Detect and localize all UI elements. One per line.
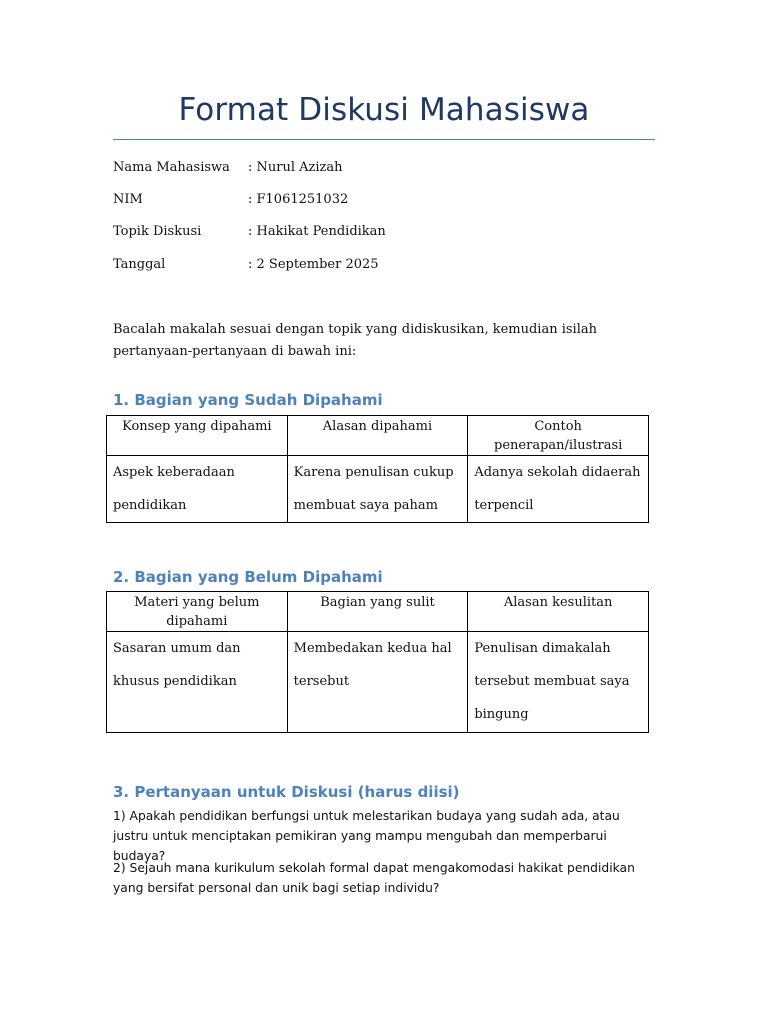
info-value: : F1061251032 bbox=[248, 192, 349, 207]
discussion-question: 1) Apakah pendidikan berfungsi untuk melestarikan budaya yang sudah ada, atau justru untuk menciptakan pemikiran yang mampu mengubah dan memperbarui budaya? bbox=[113, 809, 620, 863]
table-cell: Karena penulisan cukup membuat saya paham bbox=[287, 456, 468, 523]
understood-table bbox=[106, 415, 649, 523]
section-3-heading: 3. Pertanyaan untuk Diskusi (harus diisi) bbox=[113, 783, 460, 801]
section-2-heading: 2. Bagian yang Belum Dipahami bbox=[113, 568, 383, 586]
info-value: : Nurul Azizah bbox=[248, 160, 343, 175]
table-cell: Penulisan dimakalah tersebut membuat saya bingung bbox=[468, 632, 649, 733]
table-cell: Adanya sekolah didaerah terpencil bbox=[468, 456, 649, 523]
info-label: Tanggal bbox=[113, 257, 166, 272]
table-cell: Membedakan kedua hal tersebut bbox=[287, 632, 468, 733]
info-value: : 2 September 2025 bbox=[248, 257, 379, 272]
info-label: Topik Diskusi bbox=[113, 224, 202, 239]
table-header-cell: Materi yang belum dipahami bbox=[107, 592, 288, 632]
document-title: Format Diskusi Mahasiswa bbox=[178, 92, 590, 128]
intro-paragraph: Bacalah makalah sesuai dengan topik yang didiskusikan, kemudian isilah pertanyaan-pertanyaan di bawah ini: bbox=[113, 322, 597, 359]
discussion-question: 2) Sejauh mana kurikulum sekolah formal dapat mengakomodasi hakikat pendidikan yang bersifat personal dan unik bagi setiap individu? bbox=[113, 861, 635, 895]
table-header-row bbox=[107, 416, 649, 456]
table-header-cell: Bagian yang sulit bbox=[287, 592, 468, 632]
table-header-cell: Konsep yang dipahami bbox=[107, 416, 288, 456]
table-row bbox=[107, 456, 649, 523]
table-header-cell: Contoh penerapan/ilustrasi bbox=[468, 416, 649, 456]
table-header-cell: Alasan dipahami bbox=[287, 416, 468, 456]
info-value: : Hakikat Pendidikan bbox=[248, 224, 386, 239]
title-underline bbox=[113, 139, 655, 140]
info-label: NIM bbox=[113, 192, 143, 207]
table-row bbox=[107, 632, 649, 733]
not-understood-table bbox=[106, 591, 649, 733]
table-header-cell: Alasan kesulitan bbox=[468, 592, 649, 632]
table-cell: Sasaran umum dan khusus pendidikan bbox=[107, 632, 288, 733]
section-1-heading: 1. Bagian yang Sudah Dipahami bbox=[113, 391, 383, 409]
table-cell: Aspek keberadaan pendidikan bbox=[107, 456, 288, 523]
table-header-row bbox=[107, 592, 649, 632]
info-label: Nama Mahasiswa bbox=[113, 160, 230, 175]
